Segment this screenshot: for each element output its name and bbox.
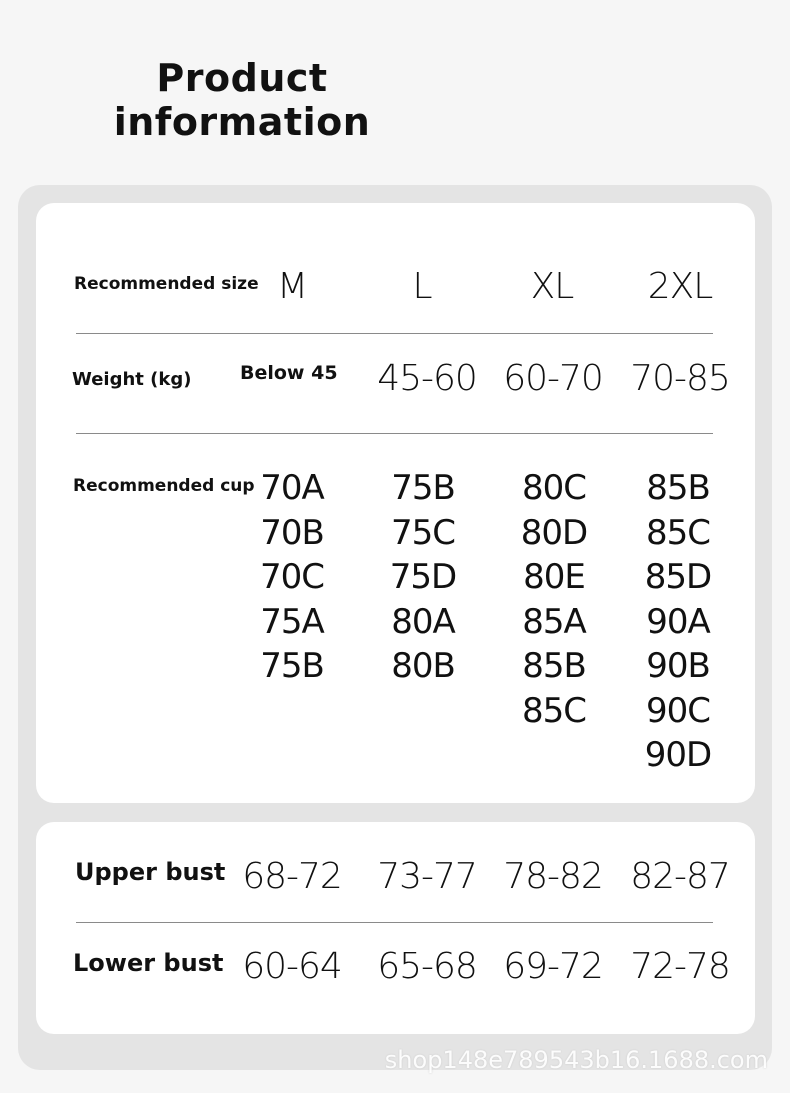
cup-value: 80A [391, 601, 455, 642]
divider [76, 433, 713, 434]
cup-value: 90D [644, 735, 712, 775]
cup-value: 80B [391, 646, 455, 686]
divider [76, 333, 713, 334]
cup-value: 90C [645, 690, 710, 731]
recommended-size-label: Recommended size [74, 274, 259, 294]
divider [76, 922, 713, 923]
size-xl: XL [530, 266, 574, 307]
cup-value: 70B [260, 512, 324, 553]
cup-value: 70C [259, 557, 324, 597]
cup-column-l [358, 466, 488, 689]
lower-bust-xl: 69-72 [503, 946, 603, 987]
cup-value: 90A [646, 601, 710, 642]
size-l: L [412, 266, 432, 307]
upper-bust-m: 68-72 [242, 856, 342, 897]
shop-watermark: shop148e789543b16.1688.com [384, 1046, 768, 1074]
weight-m: Below 45 [240, 362, 338, 384]
cup-value: 80E [523, 557, 585, 597]
lower-bust-m: 60-64 [242, 946, 342, 987]
page-title [112, 56, 372, 144]
size-m: M [276, 266, 308, 307]
cup-value: 85B [522, 646, 586, 686]
cup-column-m [227, 466, 357, 689]
cup-value: 85D [644, 557, 712, 597]
weight-xl: 60-70 [503, 358, 603, 399]
cup-value: 75B [391, 468, 455, 508]
weight-l: 45-60 [377, 358, 477, 399]
size-2xl: 2XL [647, 266, 713, 307]
cup-column-xl [489, 466, 619, 733]
lower-bust-2xl: 72-78 [630, 946, 730, 987]
upper-bust-label: Upper bust [75, 858, 226, 886]
weight-label: Weight (kg) [72, 369, 192, 390]
cup-value: 75D [389, 557, 457, 597]
upper-bust-l: 73-77 [377, 856, 477, 897]
cup-value: 80D [520, 512, 588, 553]
cup-value: 75C [390, 512, 455, 553]
cup-value: 85A [522, 601, 586, 642]
cup-value: 80C [521, 468, 586, 508]
cup-value: 85C [645, 512, 710, 553]
cup-value: 85C [521, 690, 586, 731]
upper-bust-xl: 78-82 [503, 856, 603, 897]
lower-bust-label: Lower bust [73, 949, 224, 977]
upper-bust-2xl: 82-87 [630, 856, 730, 897]
cup-value: 85B [646, 468, 710, 508]
bust-table-card [36, 822, 755, 1034]
cup-column-2xl [613, 466, 743, 778]
cup-value: 75A [260, 601, 324, 642]
recommended-cup-label: Recommended cup [73, 476, 255, 496]
cup-value: 90B [646, 646, 710, 686]
cup-value: 75B [260, 646, 324, 686]
cup-value: 70A [260, 468, 324, 508]
weight-2xl: 70-85 [630, 358, 730, 399]
title-line-2: information [113, 100, 371, 144]
lower-bust-l: 65-68 [377, 946, 477, 987]
title-line-1: Product [156, 56, 328, 100]
